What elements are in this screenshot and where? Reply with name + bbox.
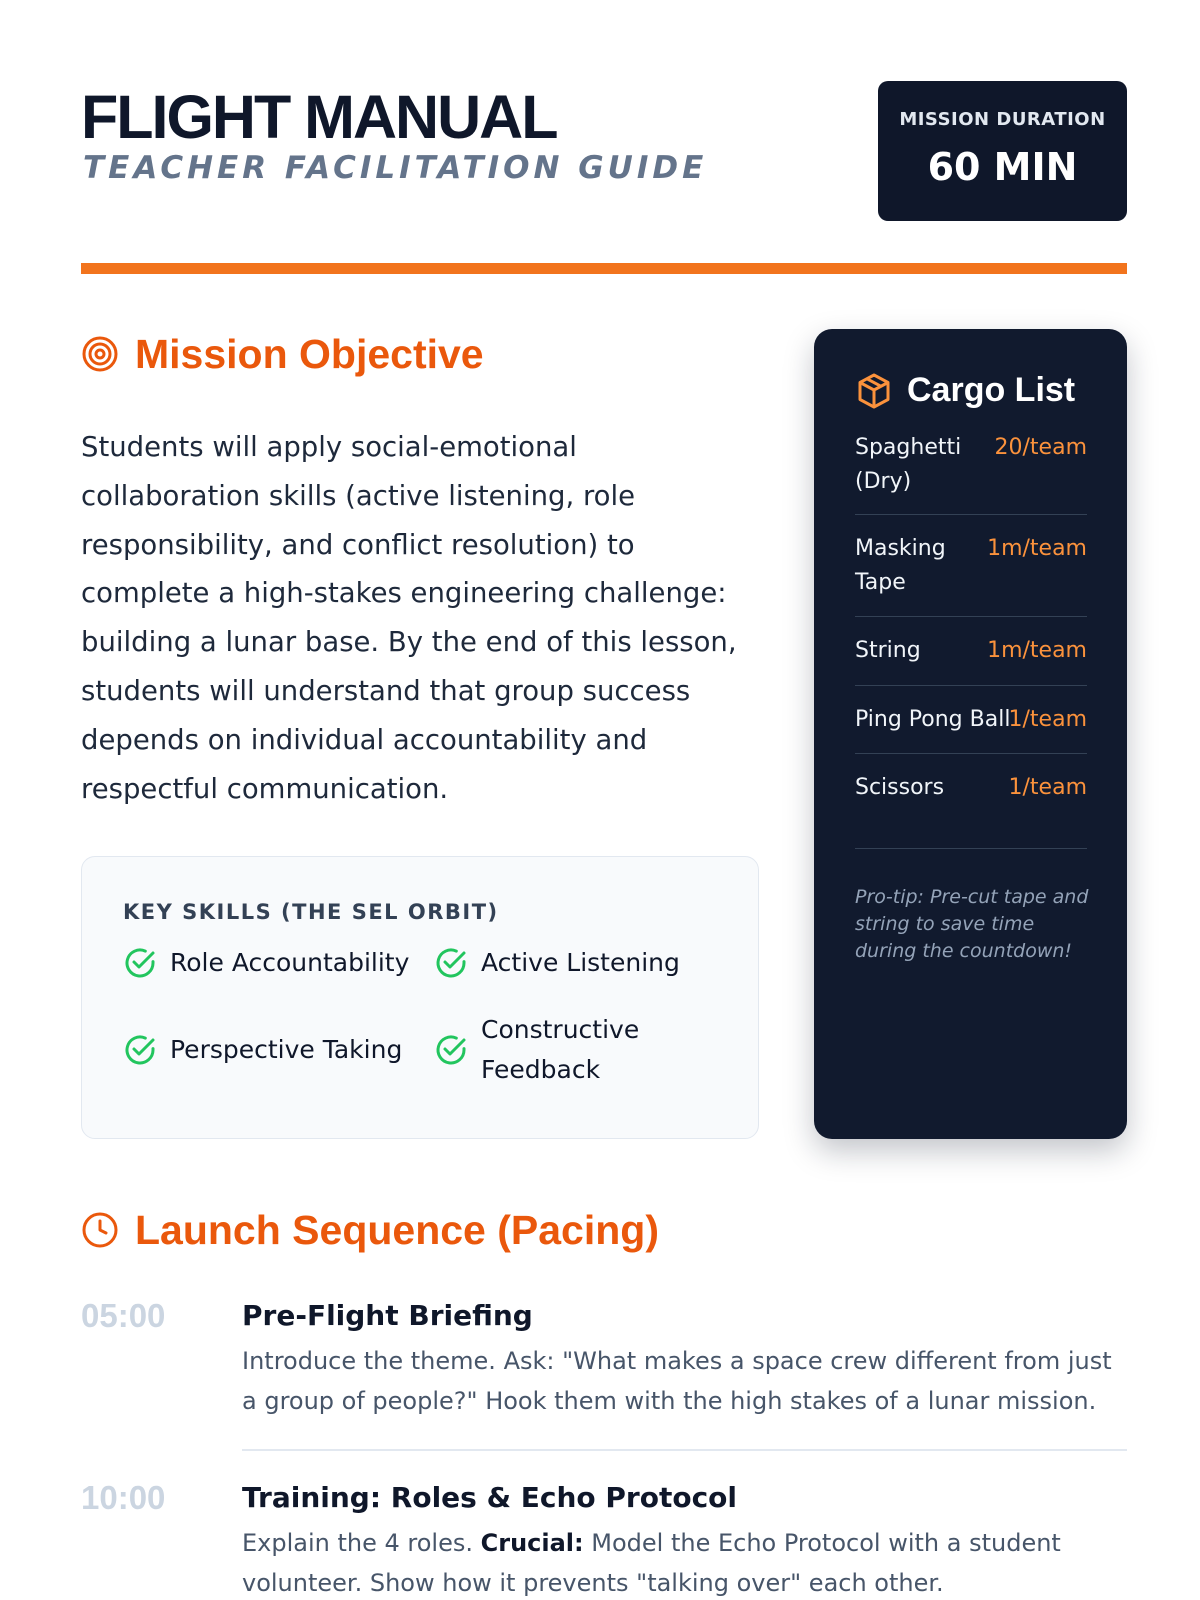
step-desc-suffix: Model the Echo Protocol with a student volunteer. Show how it prevents "talking over" each other. xyxy=(242,1529,1061,1597)
skill-label: Perspective Taking xyxy=(170,1035,403,1064)
cargo-title: Cargo List xyxy=(907,371,1076,409)
check-circle-icon xyxy=(434,1033,468,1067)
cargo-item-qty: 1/team xyxy=(1008,707,1087,732)
cargo-items xyxy=(855,431,1087,849)
step-description: Introduce the theme. Ask: "What makes a space crew different from just a group of people?" Hook them with the high stakes of a lunar mission. xyxy=(242,1347,1112,1415)
page-title: FLIGHT MANUAL xyxy=(81,83,557,151)
cargo-item-name: Scissors xyxy=(855,775,945,800)
clock-icon xyxy=(81,1211,119,1249)
cargo-heading xyxy=(855,371,1075,410)
sequence-title: Launch Sequence (Pacing) xyxy=(135,1207,659,1253)
cargo-item-name: Masking Tape xyxy=(855,536,946,595)
cargo-row xyxy=(855,754,1087,849)
sequence-heading xyxy=(81,1206,659,1254)
cargo-row xyxy=(855,431,1087,515)
box-icon xyxy=(855,372,893,410)
target-icon xyxy=(81,335,119,373)
skill-label: Active Listening xyxy=(481,948,680,977)
cargo-item-qty: 1m/team xyxy=(987,638,1087,663)
skill-item xyxy=(123,1030,402,1070)
step-time: 10:00 xyxy=(81,1479,166,1516)
cargo-list-card xyxy=(814,329,1127,1139)
skill-item xyxy=(434,943,680,983)
objective-title: Mission Objective xyxy=(135,331,484,377)
cargo-item-qty: 1/team xyxy=(1008,775,1087,800)
cargo-item-name: Spaghetti (Dry) xyxy=(855,435,962,494)
cargo-pro-tip: Pro-tip: Pre-cut tape and string to save time during the countdown! xyxy=(855,886,1089,962)
step-title: Training: Roles & Echo Protocol xyxy=(242,1481,738,1514)
step-divider xyxy=(242,1449,1127,1451)
skills-title: KEY SKILLS (THE SEL ORBIT) xyxy=(123,900,499,924)
header-divider xyxy=(81,263,1127,274)
page-subtitle: TEACHER FACILITATION GUIDE xyxy=(83,150,708,186)
check-circle-icon xyxy=(434,946,468,980)
skill-label: Constructive Feedback xyxy=(481,1015,640,1084)
step-description xyxy=(242,1523,1127,1600)
cargo-item-name: Ping Pong Ball xyxy=(855,707,1011,732)
step-desc-bold: Crucial: xyxy=(480,1529,584,1557)
step-title: Pre-Flight Briefing xyxy=(242,1299,533,1332)
cargo-row xyxy=(855,515,1087,617)
objective-text: Students will apply social-emotional collaboration skills (active listening, role responsibility, and conflict resolution) to complete a high-stakes engineering challenge: building a lunar base. By the end of this lesson, students will understand that group success depends on individual accountability and respectful communication. xyxy=(81,431,737,805)
cargo-item-qty: 1m/team xyxy=(987,536,1087,561)
key-skills-box xyxy=(81,856,759,1139)
cargo-item-name: String xyxy=(855,638,921,663)
duration-label: MISSION DURATION xyxy=(899,109,1106,130)
skill-item xyxy=(123,943,409,983)
cargo-row xyxy=(855,617,1087,686)
check-circle-icon xyxy=(123,1033,157,1067)
skill-item xyxy=(434,1010,674,1090)
duration-value: 60 MIN xyxy=(927,145,1078,189)
check-circle-icon xyxy=(123,946,157,980)
objective-heading xyxy=(81,330,484,378)
mission-duration-badge xyxy=(878,81,1127,221)
cargo-item-qty: 20/team xyxy=(994,435,1087,460)
cargo-row xyxy=(855,686,1087,754)
step-time: 05:00 xyxy=(81,1297,166,1334)
step-desc-prefix: Explain the 4 roles. xyxy=(242,1529,481,1557)
header xyxy=(81,80,1127,220)
skill-label: Role Accountability xyxy=(170,948,410,977)
